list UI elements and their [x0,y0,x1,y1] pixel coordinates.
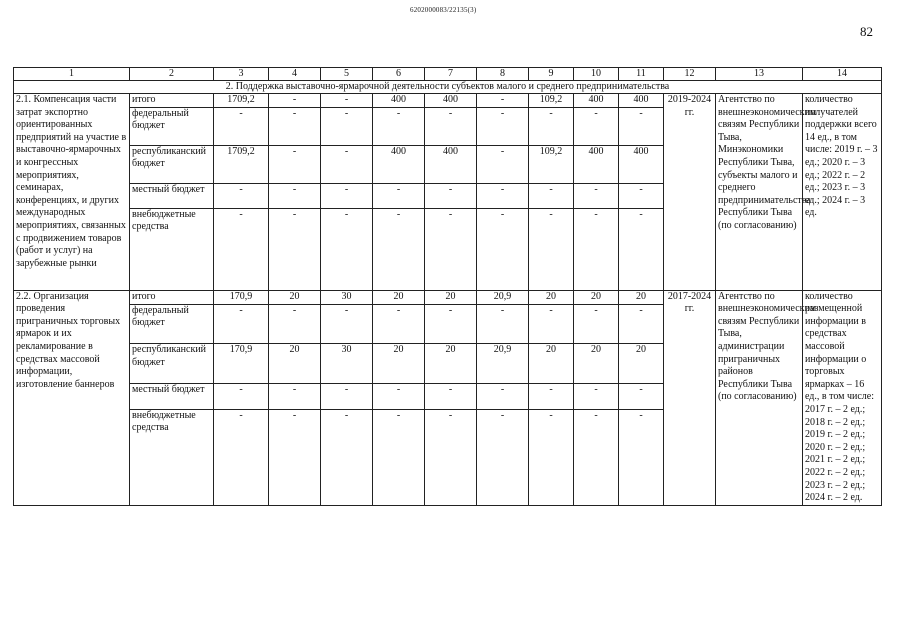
column-number: 12 [664,68,716,81]
column-number: 14 [803,68,882,81]
column-number: 6 [373,68,425,81]
document-id: 6202000083/22135(3) [410,6,477,14]
funding-source: федеральный бюджет [130,304,214,344]
measure-name: 2.1. Компенсация части затрат экспортно ориентированных предприятий на участие в выставочно-ярмарочных и конгрессных мероприятиях, семинарах, конференциях, и других международных мероприятиях, связанных с продвижением товаров (работ и услуг) на зарубежные рынки [14,94,130,291]
value-cell: 20 [425,290,477,304]
value-cell: - [529,304,574,344]
value-cell: 20 [619,344,664,384]
column-number: 9 [529,68,574,81]
value-cell: - [373,107,425,145]
value-cell: - [373,208,425,290]
value-cell: - [373,409,425,505]
value-cell: - [214,208,269,290]
value-cell: - [321,94,373,108]
value-cell: - [269,208,321,290]
value-cell: 20 [373,290,425,304]
column-number: 2 [130,68,214,81]
value-cell: - [269,183,321,208]
value-cell: - [477,409,529,505]
value-cell: 400 [619,94,664,108]
value-cell: - [425,409,477,505]
value-cell: - [269,409,321,505]
value-cell: 170,9 [214,290,269,304]
executor-cell: Агентство по внешнеэкономическим связям Республики Тыва, Минэкономики Республики Тыва, субъекты малого и среднего предпринимательства Республики Тыва (по согласованию) [716,94,803,291]
value-cell: - [477,107,529,145]
value-cell: - [574,304,619,344]
value-cell: - [269,107,321,145]
value-cell: 400 [425,145,477,183]
value-cell: 1709,2 [214,94,269,108]
value-cell: 30 [321,344,373,384]
value-cell: - [529,183,574,208]
value-cell: - [574,383,619,409]
value-cell: 20 [529,290,574,304]
funding-source: республиканский бюджет [130,145,214,183]
value-cell: - [574,409,619,505]
value-cell: - [477,383,529,409]
page-number: 82 [860,24,873,39]
value-cell: - [214,183,269,208]
value-cell: 20 [425,344,477,384]
funding-source: местный бюджет [130,183,214,208]
column-number: 3 [214,68,269,81]
value-cell: 400 [574,94,619,108]
section-row [14,81,882,94]
value-cell: 20,9 [477,344,529,384]
value-cell: 20 [619,290,664,304]
value-cell: - [269,94,321,108]
value-cell: - [477,208,529,290]
column-number: 5 [321,68,373,81]
funding-source: республиканский бюджет [130,344,214,384]
value-cell: - [373,183,425,208]
section-title: 2. Поддержка выставочно-ярмарочной деятельности субъектов малого и среднего предпринимательства [14,81,882,94]
funding-source: внебюджетные средства [130,208,214,290]
measure-name: 2.2. Организация проведения приграничных торговых ярмарок и их рекламирование в средствах массовой информации, изготовление баннеров [14,290,130,505]
value-cell: - [321,304,373,344]
value-cell: - [269,383,321,409]
value-cell: - [373,304,425,344]
value-cell: 400 [373,94,425,108]
value-cell: - [321,183,373,208]
value-cell: 20 [574,344,619,384]
value-cell: - [321,409,373,505]
value-cell: 1709,2 [214,145,269,183]
value-cell: 109,2 [529,94,574,108]
value-cell: - [321,107,373,145]
funding-source: итого [130,94,214,108]
value-cell: - [269,145,321,183]
value-cell: - [425,383,477,409]
value-cell: - [619,304,664,344]
value-cell: - [477,304,529,344]
value-cell: 400 [574,145,619,183]
value-cell: - [321,145,373,183]
period-cell: 2017-2024 гг. [664,290,716,505]
value-cell: - [529,409,574,505]
value-cell: - [214,383,269,409]
value-cell: - [214,107,269,145]
value-cell: - [574,107,619,145]
value-cell: 20 [269,290,321,304]
column-number: 8 [477,68,529,81]
column-number: 4 [269,68,321,81]
value-cell: - [477,145,529,183]
value-cell: - [529,208,574,290]
value-cell: - [619,208,664,290]
value-cell: 400 [373,145,425,183]
column-number-row [14,68,882,81]
value-cell: 20 [373,344,425,384]
period-cell: 2019-2024 гг. [664,94,716,291]
indicator-cell: количество получателей поддержки всего 14 ед., в том числе: 2019 г. – 3 ед.; 2020 г. – 3 ед.; 2022 г. – 2 ед.; 2023 г. – 3 ед.; 2024 г. – 3 ед. [803,94,882,291]
value-cell: - [529,107,574,145]
value-cell: - [214,304,269,344]
funding-source: федеральный бюджет [130,107,214,145]
value-cell: - [373,383,425,409]
executor-cell: Агентство по внешнеэкономическим связям Республики Тыва, администрации приграничных районов Республики Тыва (по согласованию) [716,290,803,505]
value-cell: 20 [269,344,321,384]
value-cell: 170,9 [214,344,269,384]
program-table [13,67,882,506]
value-cell: - [477,183,529,208]
column-number: 10 [574,68,619,81]
value-cell: - [619,383,664,409]
value-cell: - [425,208,477,290]
value-cell: - [529,383,574,409]
column-number: 13 [716,68,803,81]
value-cell: 109,2 [529,145,574,183]
indicator-cell: количество размещенной информации в средствах массовой информации о торговых ярмарках – 16 ед., в том числе: 2017 г. – 2 ед.; 2018 г. – 2 ед.; 2019 г. – 2 ед.; 2020 г. – 2 ед.; 2021 г. – 2 ед.; 2022 г. – 2 ед.; 2023 г. – 2 ед.; 2024 г. – 2 ед. [803,290,882,505]
value-cell: 400 [619,145,664,183]
value-cell: 20 [529,344,574,384]
table-row [14,94,882,108]
column-number: 11 [619,68,664,81]
value-cell: - [619,409,664,505]
funding-source: итого [130,290,214,304]
value-cell: - [574,183,619,208]
value-cell: - [619,107,664,145]
value-cell: - [425,304,477,344]
value-cell: 400 [425,94,477,108]
table-row [14,290,882,304]
value-cell: - [574,208,619,290]
value-cell: - [477,94,529,108]
value-cell: 20 [574,290,619,304]
value-cell: - [321,383,373,409]
value-cell: 20,9 [477,290,529,304]
value-cell: - [214,409,269,505]
funding-source: местный бюджет [130,383,214,409]
value-cell: - [269,304,321,344]
value-cell: - [619,183,664,208]
value-cell: - [425,107,477,145]
value-cell: - [321,208,373,290]
value-cell: 30 [321,290,373,304]
column-number: 7 [425,68,477,81]
column-number: 1 [14,68,130,81]
value-cell: - [425,183,477,208]
funding-source: внебюджетные средства [130,409,214,505]
